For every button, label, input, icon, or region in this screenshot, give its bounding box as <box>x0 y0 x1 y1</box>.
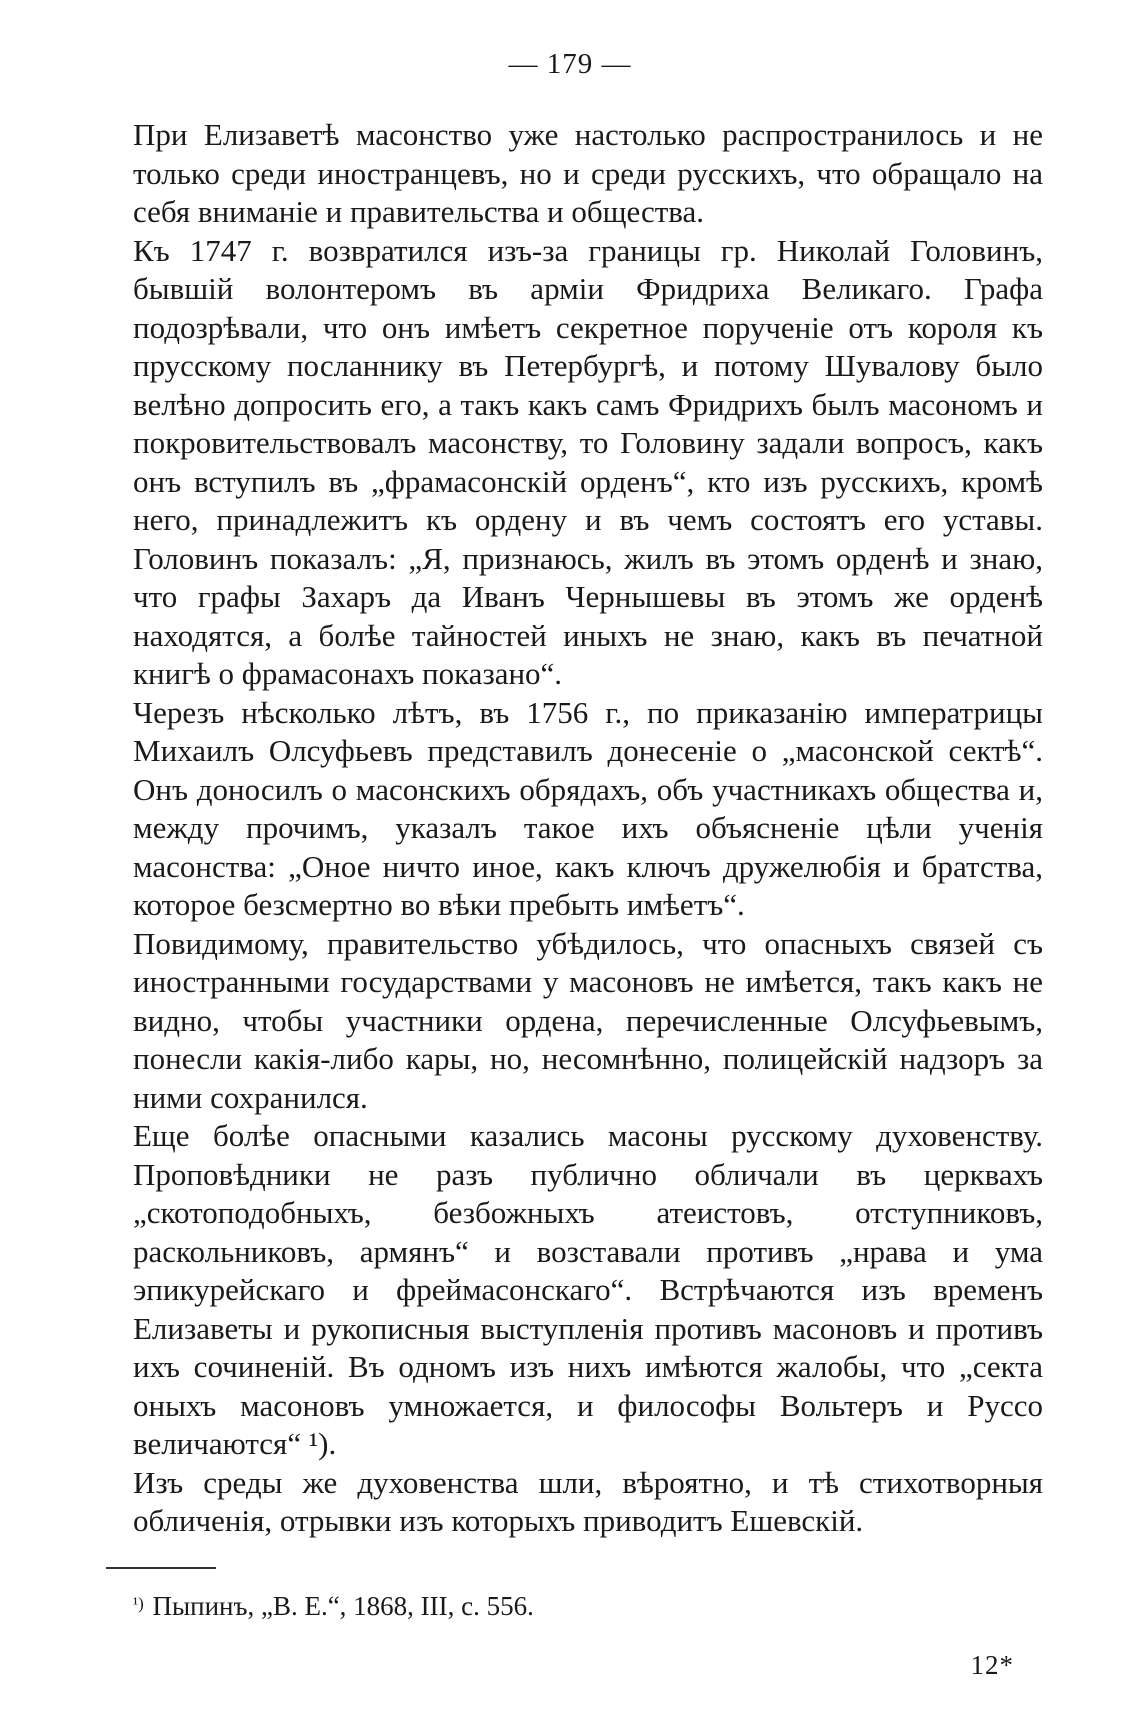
footnote-text: Пыпинъ, „В. Е.“, 1868, III, с. 556. <box>152 1591 534 1621</box>
main-text <box>133 116 1043 1541</box>
footnote <box>133 1590 1043 1622</box>
paragraph-6: Изъ среды же духовенства шли, вѣроятно, и тѣ стихотворныя обличенія, отрывки изъ которыхъ приводитъ Ешевскій. <box>133 1464 1043 1538</box>
paragraph-1: При Елизаветѣ масонство уже настолько распространилось и не только среди иностранцевъ, но и среди русскихъ, что обращало на себя вниманіе и правительства и общества. <box>133 117 1043 229</box>
paragraph-3: Черезъ нѣсколько лѣтъ, въ 1756 г., по приказанію императрицы Михаилъ Олсуфьевъ представилъ донесеніе о „масонской сектѣ“. Онъ доносилъ о масонскихъ обрядахъ, объ участникахъ общества и, между прочимъ, указалъ такое ихъ объясненіе цѣли ученія масонства: „Оное ничто иное, какъ ключъ дружелюбія и братства, которое безсмертно во вѣки пребыть имѣетъ“. <box>133 694 1043 922</box>
page-number: — 179 — <box>508 48 632 80</box>
paragraph-2: Къ 1747 г. возвратился изъ-за границы гр. Николай Головинъ, бывшій волонтеромъ въ арміи Фридриха Великаго. Графа подозрѣвали, что онъ имѣетъ секретное порученіе отъ короля къ прусскому посланнику въ Петербургѣ, и потому Шувалову было велѣно допросить его, а такъ какъ самъ Фридрихъ былъ масономъ и покровительствовалъ масонству, то Головину задали вопросъ, какъ онъ вступилъ въ „фрамасонскій орденъ“, кто изъ русскихъ, кромѣ него, принадлежитъ къ ордену и въ чемъ состоятъ его уставы. Головинъ показалъ: „Я, признаюсь, жилъ въ этомъ орденѣ и знаю, что графы Захаръ да Иванъ Чернышевы въ этомъ же орденѣ находятся, а болѣе тайностей иныхъ не знаю, какъ въ печатной книгѣ о фрамасонахъ показано“. <box>133 232 1043 691</box>
footnote-mark: ¹) <box>133 1594 144 1613</box>
signature-mark: 12* <box>970 1650 1014 1680</box>
footnote-divider <box>106 1567 216 1569</box>
paragraph-4: Повидимому, правительство убѣдилось, что опасныхъ связей съ иностранными государствами у масоновъ не имѣется, такъ какъ не видно, чтобы участники ордена, перечисленные Олсуфьевымъ, понесли какія-либо кары, но, несомнѣнно, полицейскій надзоръ за ними сохранился. <box>133 925 1043 1115</box>
paragraph-5: Еще болѣе опасными казались масоны русскому духовенству. Проповѣдники не разъ публично обличали въ церквахъ „скотоподобныхъ, безбожныхъ атеистовъ, отступниковъ, раскольниковъ, армянъ“ и возставали противъ „нрава и ума эпикурейскаго и фреймасонскаго“. Встрѣчаются изъ временъ Елизаветы и рукописныя выступленія противъ масоновъ и противъ ихъ сочиненій. Въ одномъ изъ нихъ имѣются жалобы, что „секта оныхъ масоновъ умножается, и философы Вольтеръ и Руссо величаются“ ¹). <box>133 1118 1043 1461</box>
